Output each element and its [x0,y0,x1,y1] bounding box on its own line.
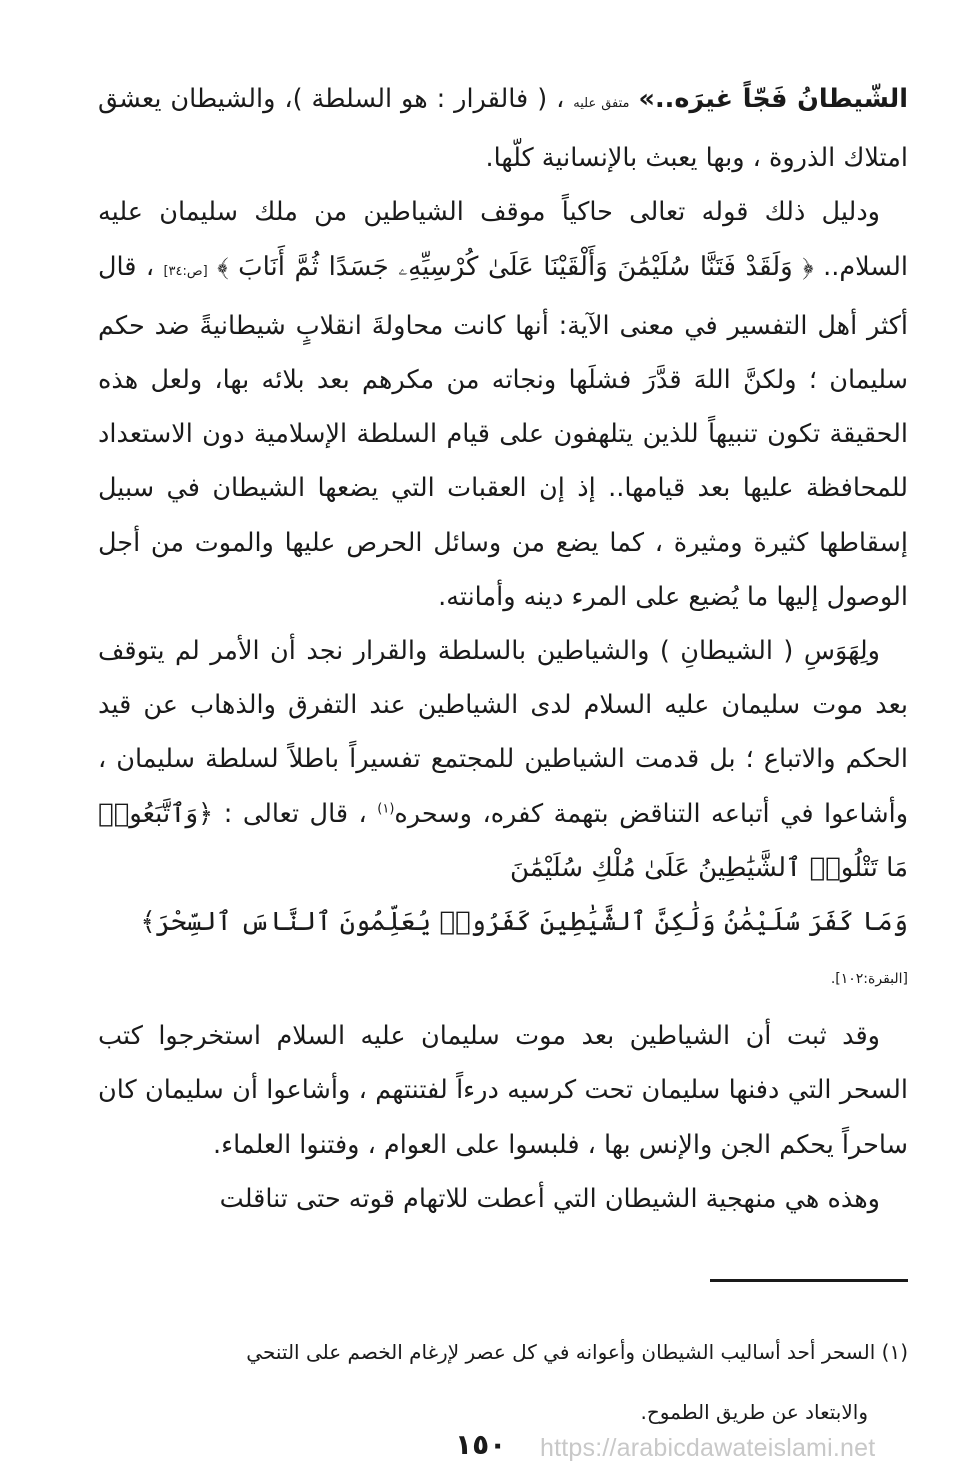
page-footer [0,1430,966,1466]
watermark-url: https://arabicdawateislami.net [540,1434,876,1462]
verse-reference-sad: [ص:٣٤] [163,263,208,279]
quran-verse-sad: ﴿ وَلَقَدْ فَتَنَّا سُلَيْمَٰنَ وَأَلْقَيْنَا عَلَىٰ كُرْسِيِّهِۦ جَسَدًا ثُمَّ أَنَابَ ﴾ [217,251,814,282]
footnote-marker[interactable]: (١) [377,801,395,817]
quran-verse-baqarah-part1: ﴿وَٱتَّبَعُوا۟ مَا تَتْلُوا۟ ٱلشَّيَٰطِينُ عَلَىٰ مُلْكِ سُلَيْمَٰنَ [98,798,908,883]
paragraph-3 [98,624,908,895]
hadith-quote: الشّيطانُ فَجّاً غيرَه..» [638,84,909,114]
paragraph-5: وهذه هي منهجية الشيطان التي أعطت للاتهام قوته حتى تناقلت [219,1183,880,1214]
quran-verse-baqarah-part2: وَمَا كَفَرَ سُلَيْمَٰنُ وَلَٰكِنَّ ٱلشَّيَٰطِينَ كَفَرُوا۟ يُعَلِّمُونَ ٱلنَّاسَ ٱلسِّحْرَ﴾ [140,907,908,938]
paragraph-3-connector: ، قال تعالى : [213,798,378,829]
footnote-1-text: السحر أحد أساليب الشيطان وأعوانه في كل عصر لإرغام الخصم على التنحي [246,1340,876,1364]
footnote-1 [98,1332,908,1372]
paragraph-1 [98,72,908,185]
body-text [98,72,908,1226]
paragraph-1-text: ، ( فالقرار : هو السلطة )، والشيطان يعشق امتلاك الذروة ، وبها يعبث بالإنسانية كلّها. [98,84,908,174]
paragraph-2-text: ، قال أكثر أهل التفسير في معنى الآية: أنها كانت محاولةَ انقلابٍ شيطانيةً ضد حكم سليمان ؛ ولكنَّ اللهَ قدَّرَ فشلَها ونجاته من مكرهم بعد بلائه بها، ولعل هذه الحقيقة تكون تنبيهاً للذين يتلهفون على قيام السلطة الإسلامية دون الاستعداد للمحافظة عليها بعد قيامها.. إذ إن العقبات التي يضعها الشيطان في سبيل إسقاطها كثيرة ومثيرة ، كما يضع من وسائل الحرص عليها والموت من أجل الوصول إليها ما يُضيع على المرء دينه وأمانته. [98,251,908,612]
footnote-divider [710,1279,908,1282]
footnote-1-continuation: والابتعاد عن طريق الطموح. [640,1400,868,1424]
paragraph-4: وقد ثبت أن الشياطين بعد موت سليمان عليه السلام استخرجوا كتب السحر التي دفنها سليمان تحت كرسيه درءاً لفتنتهم ، وأشاعوا أن سليمان كان ساحراً يحكم الجن والإنس بها ، فلبسوا على العوام ، وفتنوا العلماء. [98,1021,908,1160]
footnote-1-marker: (١) [881,1340,908,1364]
page-number: ١٥٠ [455,1428,507,1461]
paragraph-2-lead: ودليل ذلك قوله تعالى حاكياً موقف الشياطين من ملك سليمان عليه السلام.. [98,197,908,282]
paragraph-2 [98,185,908,624]
hadith-source-note: متفق عليه [573,96,630,111]
paragraph-3-lead: ولِهَوَسِ ( الشيطانِ ) والشياطين بالسلطة والقرار نجد أن الأمر لم يتوقف بعد موت سليمان عليه السلام لدى الشياطين عند التفرق والذهاب عن قيد الحكم والاتباع ؛ بل قدمت الشياطين للمجتمع تفسيراً باطلاً لسلطة سليمان ، وأشاعوا في أتباعه التناقض بتهمة كفره، وسحره [98,636,909,829]
verse-reference-baqarah: [البقرة:١٠٢]. [830,971,908,988]
